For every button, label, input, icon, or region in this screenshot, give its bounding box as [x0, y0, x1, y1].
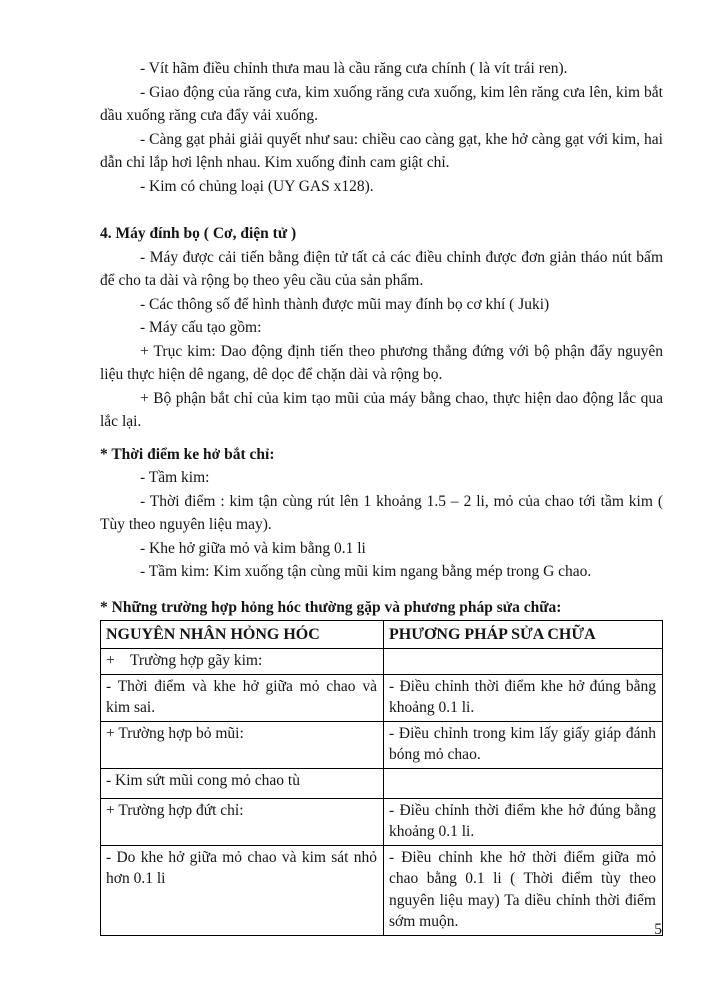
- page-number: 5: [654, 921, 662, 938]
- timing-item: - Thời điểm : kim tận cùng rút lên 1 khoảng 1.5 – 2 li, mỏ của chao tới tầm kim ( Tùy theo nguyên liệu may).: [100, 492, 663, 533]
- section-paragraph: + Bộ phận bắt chỉ của kim tạo mũi của máy bằng chao, thực hiện dao động lắc qua lắc lại.: [100, 389, 663, 430]
- section-paragraph: - Máy được cải tiến bằng điện tử tất cả các điều chỉnh được đơn giản tháo nút bấm để cho ta dài và rộng bọ theo yêu cầu của sản phẩm.: [100, 248, 663, 289]
- section-heading-hong-hoc: * Những trường hợp hỏng hóc thường gặp và phương pháp sửa chữa:: [100, 598, 562, 616]
- section-heading-thoi-diem: * Thời điểm ke hở bắt chỉ:: [100, 445, 275, 463]
- intro-paragraph: - Càng gạt phải giải quyết như sau: chiều cao càng gạt, khe hở càng gạt với kim, hai dẫn chỉ lắp hơi lệnh nhau. Kim xuống đỉnh cam giật chỉ.: [100, 130, 663, 171]
- fix-cell: - Điều chỉnh trong kim lấy giấy giáp đánh bóng mỏ chao.: [384, 721, 663, 768]
- column-header-cause: NGUYÊN NHÂN HỎNG HÓC: [101, 621, 384, 649]
- cause-cell: + Trường hợp bỏ mũi:: [101, 721, 384, 768]
- table-row: [101, 649, 663, 675]
- timing-item: - Khe hở giữa mỏ và kim bằng 0.1 li: [140, 539, 366, 557]
- intro-paragraph: - Kim có chủng loại (UY GAS x128).: [140, 177, 374, 195]
- timing-item: - Tầm kim: Kim xuống tận cùng mũi kim ngang bằng mép trong G chao.: [140, 563, 592, 580]
- intro-paragraph: - Giao động của răng cưa, kim xuống răng cưa xuống, kim lên răng cưa lên, kim bắt dầu xuống răng cưa đẩy vải xuống.: [100, 83, 663, 124]
- table-row: [101, 721, 663, 768]
- section-paragraph: - Các thông số để hình thành được mũi may đính bọ cơ khí ( Juki): [140, 295, 550, 313]
- intro-paragraph: - Vít hãm điều chỉnh thưa mau là cầu răng cưa chính ( là vít trái ren).: [140, 60, 568, 77]
- fix-cell: - Điều chỉnh thời điểm khe hở đúng bằng khoảng 0.1 li.: [384, 798, 663, 845]
- cause-cell: + Trường hợp đứt chỉ:: [101, 798, 384, 845]
- table-row: [101, 674, 663, 721]
- fix-cell: [384, 649, 663, 675]
- table-header-row: [101, 621, 663, 649]
- timing-item: - Tầm kim:: [140, 469, 210, 486]
- section-heading-may-dinh-bo: 4. Máy đính bọ ( Cơ, điện tử ): [100, 225, 297, 242]
- section-paragraph: + Trục kim: Dao động định tiến theo phương thẳng đứng với bộ phận đẩy nguyên liệu thực hiện dê ngang, dê dọc để chặn dài và rộng bọ.: [100, 342, 663, 383]
- fix-cell: [384, 768, 663, 798]
- cause-cell: - Kim sứt mũi cong mỏ chao tù: [101, 768, 384, 798]
- section-paragraph: - Máy cấu tạo gồm:: [140, 319, 262, 336]
- cause-cell: - Do khe hở giữa mỏ chao và kim sát nhỏ hơn 0.1 li: [101, 845, 384, 935]
- fix-cell: - Điều chỉnh thời điểm khe hở đúng bằng khoảng 0.1 li.: [384, 674, 663, 721]
- table-row: [101, 845, 663, 935]
- cause-cell: - Thời điểm và khe hở giữa mỏ chao và kim sai.: [101, 674, 384, 721]
- table-row: [101, 798, 663, 845]
- table-row: [101, 768, 663, 798]
- troubleshooting-table: [100, 620, 663, 936]
- fix-cell: - Điều chỉnh khe hở thời điểm giữa mỏ chao bằng 0.1 li ( Thời điểm tùy theo nguyên liệu may) Ta diều chỉnh thời điểm sớm muộn.: [384, 845, 663, 935]
- column-header-fix: PHƯƠNG PHÁP SỬA CHỮA: [384, 621, 663, 649]
- cause-cell: + Trường hợp gãy kim:: [101, 649, 384, 675]
- page-content: [100, 57, 663, 936]
